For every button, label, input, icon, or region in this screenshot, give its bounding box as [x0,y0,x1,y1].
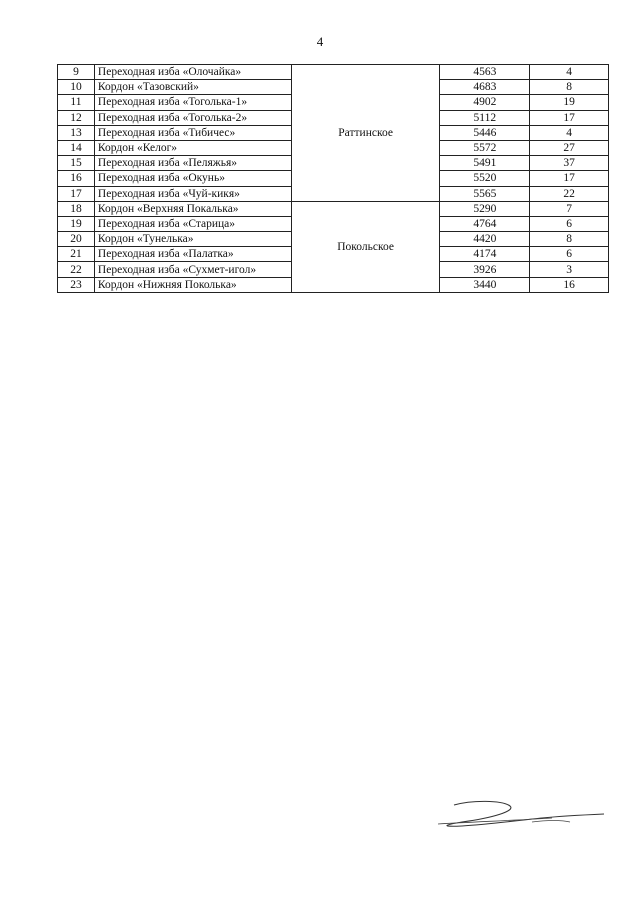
distance-cell: 5565 [440,186,530,201]
row-number-cell: 18 [58,201,95,216]
row-number-cell: 13 [58,125,95,140]
forestry-cell: Раттинское [291,65,440,202]
distance-cell: 4563 [440,65,530,80]
facility-name-cell: Переходная изба «Старица» [94,216,291,231]
registry-table [57,64,609,293]
facility-name-cell: Переходная изба «Тоголька-2» [94,110,291,125]
signature [432,796,608,832]
row-number-cell: 14 [58,140,95,155]
distance-cell: 5290 [440,201,530,216]
forestry-cell: Покольское [291,201,440,292]
row-number-cell: 17 [58,186,95,201]
value-cell: 6 [530,247,609,262]
distance-cell: 5446 [440,125,530,140]
facility-name-cell: Переходная изба «Окунь» [94,171,291,186]
distance-cell: 5572 [440,140,530,155]
row-number-cell: 16 [58,171,95,186]
value-cell: 17 [530,171,609,186]
distance-cell: 5112 [440,110,530,125]
facility-name-cell: Кордон «Нижняя Поколька» [94,277,291,292]
value-cell: 22 [530,186,609,201]
distance-cell: 5520 [440,171,530,186]
row-number-cell: 12 [58,110,95,125]
value-cell: 6 [530,216,609,231]
facility-name-cell: Кордон «Тунелька» [94,232,291,247]
table-row [58,201,609,216]
distance-cell: 4902 [440,95,530,110]
value-cell: 37 [530,156,609,171]
facility-name-cell: Переходная изба «Тоголька-1» [94,95,291,110]
row-number-cell: 15 [58,156,95,171]
facility-name-cell: Переходная изба «Палатка» [94,247,291,262]
facility-name-cell: Переходная изба «Тибичес» [94,125,291,140]
distance-cell: 3440 [440,277,530,292]
value-cell: 7 [530,201,609,216]
row-number-cell: 23 [58,277,95,292]
distance-cell: 4764 [440,216,530,231]
value-cell: 16 [530,277,609,292]
facility-name-cell: Переходная изба «Пеляжья» [94,156,291,171]
value-cell: 4 [530,65,609,80]
distance-cell: 4174 [440,247,530,262]
registry-table-body [58,65,609,293]
value-cell: 4 [530,125,609,140]
facility-name-cell: Переходная изба «Сухмет-игол» [94,262,291,277]
distance-cell: 4420 [440,232,530,247]
distance-cell: 5491 [440,156,530,171]
distance-cell: 4683 [440,80,530,95]
table-row [58,65,609,80]
row-number-cell: 19 [58,216,95,231]
row-number-cell: 10 [58,80,95,95]
facility-name-cell: Переходная изба «Чуй-кикя» [94,186,291,201]
row-number-cell: 11 [58,95,95,110]
value-cell: 17 [530,110,609,125]
row-number-cell: 22 [58,262,95,277]
value-cell: 8 [530,232,609,247]
value-cell: 8 [530,80,609,95]
value-cell: 3 [530,262,609,277]
facility-name-cell: Переходная изба «Олочайка» [94,65,291,80]
row-number-cell: 21 [58,247,95,262]
value-cell: 27 [530,140,609,155]
row-number-cell: 20 [58,232,95,247]
row-number-cell: 9 [58,65,95,80]
value-cell: 19 [530,95,609,110]
facility-name-cell: Кордон «Тазовский» [94,80,291,95]
distance-cell: 3926 [440,262,530,277]
facility-name-cell: Кордон «Келог» [94,140,291,155]
facility-name-cell: Кордон «Верхняя Покалька» [94,201,291,216]
page-number: 4 [316,34,324,49]
